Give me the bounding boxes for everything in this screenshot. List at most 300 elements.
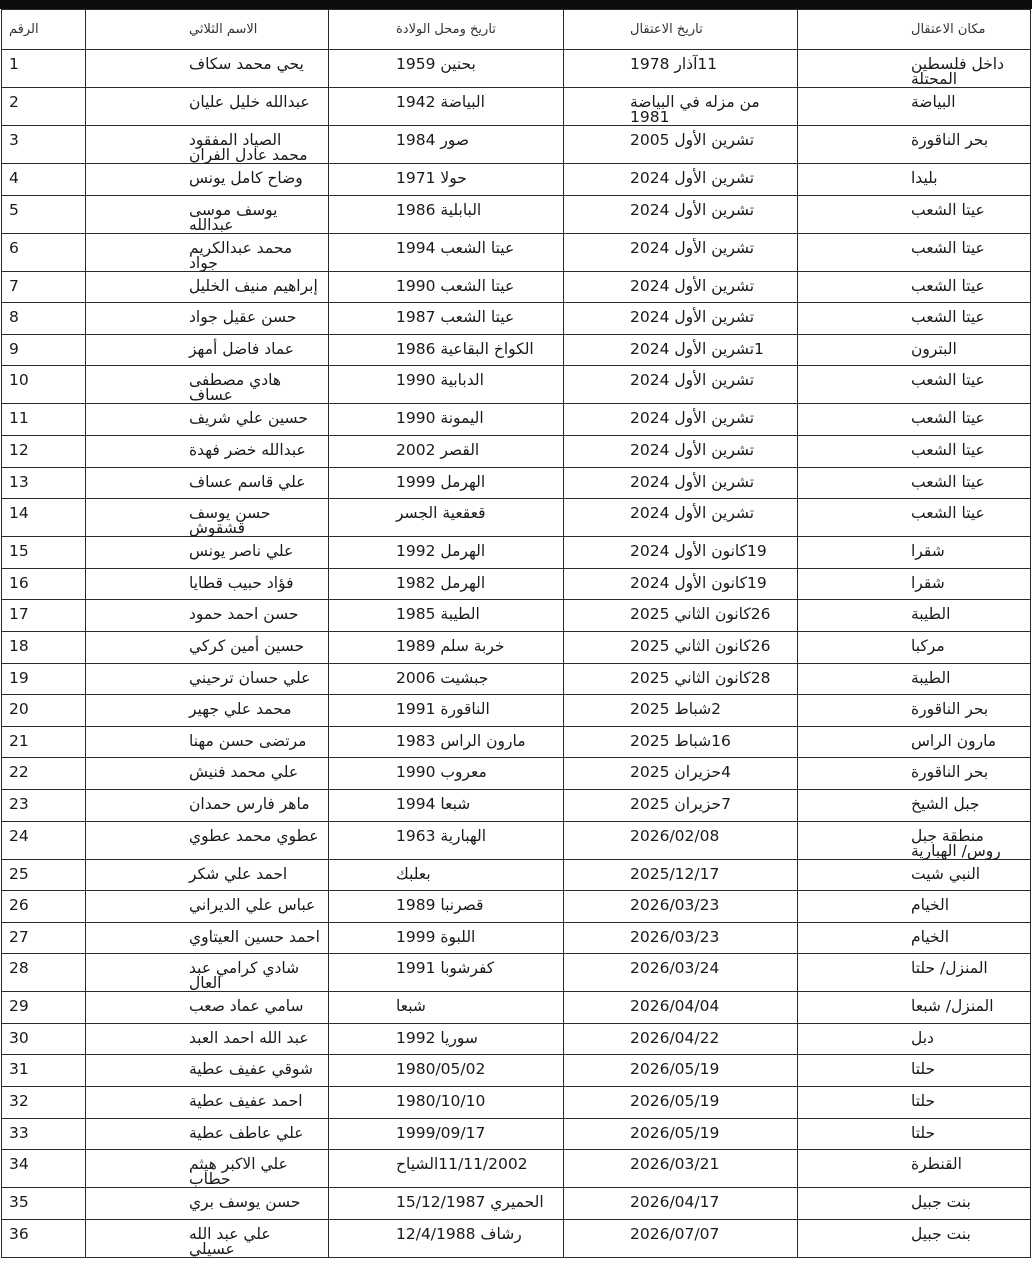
full-name-cell <box>86 859 329 891</box>
arrest-date: 11آذار 1978 <box>630 55 718 73</box>
arrest-date: تشرين الأول 2024 <box>630 440 755 459</box>
full-name: حسن يوسف قشقوش <box>189 504 271 538</box>
birth-date-place: كفرشوبا 1991 <box>396 959 495 978</box>
arrest-date-cell <box>564 695 798 727</box>
full-name-cell <box>86 303 329 335</box>
table-row <box>2 726 1031 758</box>
row-number-cell <box>2 954 86 992</box>
full-name-cell <box>86 537 329 569</box>
arrest-place-cell <box>798 50 1031 88</box>
birth-date-place: قصرنبا 1989 <box>396 896 484 915</box>
arrest-place-cell <box>798 992 1031 1024</box>
arrest-place: عيتا الشعب <box>911 200 985 219</box>
row-number-cell <box>2 1150 86 1188</box>
birth-date-place-cell <box>329 1219 564 1257</box>
row-number: 28 <box>9 959 29 978</box>
row-number-cell <box>2 233 86 271</box>
full-name-cell <box>86 1150 329 1188</box>
full-name: عبدالله خضر فهدة <box>189 440 306 459</box>
full-name-cell <box>86 789 329 821</box>
arrest-place: عيتا الشعب <box>911 409 985 428</box>
arrest-date-cell <box>564 366 798 404</box>
row-number: 1 <box>9 55 19 73</box>
arrest-place-cell <box>798 695 1031 727</box>
birth-date-place-cell <box>329 435 564 467</box>
row-number: 14 <box>9 504 29 523</box>
table-row <box>2 992 1031 1024</box>
arrest-date: 2026/02/08 <box>630 826 720 845</box>
table-row <box>2 271 1031 303</box>
birth-date-place: 1980/10/10 <box>396 1092 486 1111</box>
arrest-place: بنت جبيل <box>911 1224 971 1243</box>
full-name: علي حسان ترحيني <box>189 668 311 687</box>
full-name-cell <box>86 600 329 632</box>
birth-date-place: بعلبك <box>396 864 431 883</box>
birth-date-place: سوريا 1992 <box>396 1028 478 1047</box>
header-birth-date-place: تاريخ ومحل الولادة <box>329 10 564 50</box>
header-full-name: الاسم الثلاثي <box>86 10 329 50</box>
table-row <box>2 126 1031 164</box>
row-number-cell <box>2 435 86 467</box>
arrest-place-cell <box>798 1023 1031 1055</box>
full-name-cell <box>86 954 329 992</box>
full-name: إبراهيم منيف الخليل <box>189 276 318 295</box>
table-row <box>2 1118 1031 1150</box>
birth-date-place-cell <box>329 859 564 891</box>
arrest-date-cell <box>564 1118 798 1150</box>
arrest-place-cell <box>798 366 1031 404</box>
row-number-cell <box>2 366 86 404</box>
arrest-place: عيتا الشعب <box>911 504 985 523</box>
birth-date-place-cell <box>329 1023 564 1055</box>
row-number: 16 <box>9 573 29 592</box>
arrest-date-cell <box>564 303 798 335</box>
birth-date-place: 11/11/2002الشياح <box>396 1155 528 1174</box>
table-row <box>2 631 1031 663</box>
arrest-date: 28كانون الثاني 2025 <box>630 668 771 687</box>
arrest-date-cell <box>564 195 798 233</box>
arrest-place-cell <box>798 233 1031 271</box>
arrest-date: 2026/04/04 <box>630 997 720 1016</box>
birth-date-place: شبعا <box>396 997 426 1016</box>
table-row <box>2 891 1031 923</box>
full-name: محمد علي جهير <box>189 700 292 719</box>
birth-date-place-cell <box>329 366 564 404</box>
row-number: 36 <box>9 1224 29 1243</box>
birth-date-place-cell <box>329 758 564 790</box>
row-number-cell <box>2 789 86 821</box>
birth-date-place: البابلية 1986 <box>396 200 482 219</box>
table-row <box>2 233 1031 271</box>
row-number: 7 <box>9 276 19 295</box>
arrest-date-cell <box>564 568 798 600</box>
row-number-cell <box>2 126 86 164</box>
arrest-place-cell <box>798 334 1031 366</box>
row-number: 34 <box>9 1155 29 1174</box>
row-number: 4 <box>9 169 19 187</box>
arrest-date: تشرين الأول 2024 <box>630 472 755 491</box>
birth-date-place-cell <box>329 404 564 436</box>
birth-date-place-cell <box>329 695 564 727</box>
arrest-place: داخل فلسطين المحتلة <box>911 55 1005 88</box>
arrest-place-cell <box>798 922 1031 954</box>
row-number: 17 <box>9 605 29 624</box>
arrest-date: 2026/03/21 <box>630 1155 720 1174</box>
arrest-place: عيتا الشعب <box>911 308 985 327</box>
row-number: 3 <box>9 131 19 149</box>
arrest-date-cell <box>564 992 798 1024</box>
full-name-cell <box>86 1118 329 1150</box>
header-arrest-place: مكان الاعتقال <box>798 10 1031 50</box>
birth-date-place-cell <box>329 537 564 569</box>
arrest-date: 26كانون الثاني 2025 <box>630 636 771 655</box>
row-number-cell <box>2 891 86 923</box>
arrest-place-cell <box>798 1087 1031 1119</box>
birth-date-place: الكواخ البقاعية 1986 <box>396 339 534 358</box>
birth-date-place: الدبابية 1990 <box>396 371 484 390</box>
arrest-date: 19كانون الأول 2024 <box>630 573 767 592</box>
row-number: 10 <box>9 371 29 390</box>
full-name: حسن يوسف بري <box>189 1193 301 1212</box>
row-number-cell <box>2 1023 86 1055</box>
arrest-place-cell <box>798 663 1031 695</box>
arrest-place-cell <box>798 1188 1031 1220</box>
arrest-place: حلتا <box>911 1092 936 1111</box>
row-number-cell <box>2 1188 86 1220</box>
table-row <box>2 50 1031 88</box>
row-number-cell <box>2 821 86 859</box>
arrest-date: 19كانون الأول 2024 <box>630 542 767 561</box>
row-number: 19 <box>9 668 29 687</box>
birth-date-place-cell <box>329 631 564 663</box>
arrest-date-cell <box>564 821 798 859</box>
birth-date-place: عيتا الشعب 1994 <box>396 238 515 257</box>
table-row <box>2 537 1031 569</box>
table-row <box>2 954 1031 992</box>
birth-date-place-cell <box>329 499 564 537</box>
arrest-date-cell <box>564 126 798 164</box>
row-number-cell <box>2 992 86 1024</box>
arrest-place-cell <box>798 821 1031 859</box>
arrest-place-cell <box>798 891 1031 923</box>
birth-date-place: عيتا الشعب 1990 <box>396 276 515 295</box>
arrest-date-cell <box>564 50 798 88</box>
arrest-place-cell <box>798 435 1031 467</box>
birth-date-place-cell <box>329 1087 564 1119</box>
arrest-place: الخيام <box>911 927 950 946</box>
full-name-cell <box>86 366 329 404</box>
arrest-place-cell <box>798 1118 1031 1150</box>
arrest-date: تشرين الأول 2024 <box>630 276 755 295</box>
row-number-cell <box>2 334 86 366</box>
table-row <box>2 1219 1031 1257</box>
arrest-place: الطيبة <box>911 605 951 624</box>
arrest-place-cell <box>798 631 1031 663</box>
birth-date-place: القصر 2002 <box>396 440 480 459</box>
birth-date-place: معروب 1990 <box>396 763 487 782</box>
arrest-date: 2026/03/23 <box>630 896 720 915</box>
row-number-cell <box>2 1219 86 1257</box>
full-name: عباس علي الديراني <box>189 896 316 915</box>
birth-date-place: الهرمل 1982 <box>396 573 486 592</box>
table-row <box>2 88 1031 126</box>
arrest-date: 26كانون الثاني 2025 <box>630 605 771 624</box>
row-number: 12 <box>9 440 29 459</box>
table-row <box>2 1188 1031 1220</box>
birth-date-place: مارون الراس 1983 <box>396 731 526 750</box>
arrest-date: تشرين الأول 2005 <box>630 131 755 149</box>
table-row <box>2 1055 1031 1087</box>
full-name-cell <box>86 992 329 1024</box>
full-name: علي محمد فنيش <box>189 763 299 782</box>
row-number: 33 <box>9 1123 29 1142</box>
full-name: الصياد المفقود محمد عادل الفران <box>189 131 308 164</box>
arrest-date: 16شباط 2025 <box>630 731 731 750</box>
arrest-place: عيتا الشعب <box>911 440 985 459</box>
arrest-place-cell <box>798 600 1031 632</box>
full-name: حسن احمد حمود <box>189 605 299 624</box>
row-number-cell <box>2 922 86 954</box>
arrest-date: 2026/05/19 <box>630 1060 720 1079</box>
arrest-place-cell <box>798 1150 1031 1188</box>
table-row <box>2 1150 1031 1188</box>
full-name: علي عاطف عطية <box>189 1123 304 1142</box>
arrest-place: حلتا <box>911 1060 936 1079</box>
arrest-place-cell <box>798 404 1031 436</box>
row-number: 6 <box>9 238 19 257</box>
full-name-cell <box>86 435 329 467</box>
row-number-cell <box>2 1118 86 1150</box>
arrest-date: 2026/04/17 <box>630 1193 720 1212</box>
arrest-place-cell <box>798 568 1031 600</box>
table-row <box>2 1023 1031 1055</box>
full-name: حسن عقيل جواد <box>189 308 297 327</box>
arrest-place: بحر الناقورة <box>911 763 989 782</box>
arrest-place: بحر الناقورة <box>911 131 989 149</box>
row-number: 30 <box>9 1028 29 1047</box>
arrest-place-cell <box>798 537 1031 569</box>
arrest-place-cell <box>798 758 1031 790</box>
arrest-place: الخيام <box>911 896 950 915</box>
arrest-place-cell <box>798 271 1031 303</box>
full-name-cell <box>86 499 329 537</box>
birth-date-place-cell <box>329 726 564 758</box>
table-body <box>2 10 1031 1258</box>
row-number: 23 <box>9 794 29 813</box>
row-number: 9 <box>9 339 19 358</box>
row-number: 18 <box>9 636 29 655</box>
table-row <box>2 859 1031 891</box>
full-name: علي الاكبر هيثم حطاب <box>189 1155 288 1189</box>
arrest-place: عيتا الشعب <box>911 371 985 390</box>
arrest-date-cell <box>564 404 798 436</box>
birth-date-place-cell <box>329 789 564 821</box>
birth-date-place: خربة سلم 1989 <box>396 636 505 655</box>
arrest-date-cell <box>564 1055 798 1087</box>
birth-date-place-cell <box>329 334 564 366</box>
full-name: احمد عفيف عطية <box>189 1092 303 1111</box>
arrest-date-cell <box>564 499 798 537</box>
arrest-date: تشرين الأول 2024 <box>630 169 755 187</box>
arrest-date-cell <box>564 1087 798 1119</box>
arrest-date-cell <box>564 1150 798 1188</box>
row-number: 35 <box>9 1193 29 1212</box>
arrest-place: جبل الشيخ <box>911 794 980 813</box>
birth-date-place-cell <box>329 164 564 196</box>
full-name-cell <box>86 126 329 164</box>
birth-date-place-cell <box>329 568 564 600</box>
birth-date-place: الحميري 15/12/1987 <box>396 1193 544 1212</box>
detainees-table <box>1 9 1031 1258</box>
row-number-cell <box>2 537 86 569</box>
full-name: علي ناصر يونس <box>189 542 294 561</box>
birth-date-place: البياضة 1942 <box>396 93 485 111</box>
top-black-bar <box>0 0 1032 9</box>
full-name-cell <box>86 50 329 88</box>
arrest-place: مارون الراس <box>911 731 997 750</box>
full-name-cell <box>86 758 329 790</box>
full-name-cell <box>86 1055 329 1087</box>
arrest-place: مركبا <box>911 636 945 655</box>
arrest-date: 2026/05/19 <box>630 1123 720 1142</box>
birth-date-place-cell <box>329 303 564 335</box>
arrest-place: البياضة <box>911 93 956 111</box>
arrest-place: بليدا <box>911 169 938 187</box>
table-row <box>2 663 1031 695</box>
birth-date-place-cell <box>329 50 564 88</box>
arrest-date: 2026/03/24 <box>630 959 720 978</box>
birth-date-place-cell <box>329 126 564 164</box>
full-name: يوسف موسى عبدالله <box>189 200 278 234</box>
arrest-place: القنطرة <box>911 1155 962 1174</box>
table-row <box>2 366 1031 404</box>
row-number-cell <box>2 50 86 88</box>
full-name-cell <box>86 1219 329 1257</box>
table-row <box>2 435 1031 467</box>
arrest-place: حلتا <box>911 1123 936 1142</box>
row-number-cell <box>2 1055 86 1087</box>
birth-date-place-cell <box>329 891 564 923</box>
table-row <box>2 922 1031 954</box>
arrest-place-cell <box>798 499 1031 537</box>
arrest-place: شقرا <box>911 573 945 592</box>
full-name-cell <box>86 1188 329 1220</box>
birth-date-place-cell <box>329 1055 564 1087</box>
row-number: 31 <box>9 1060 29 1079</box>
row-number: 22 <box>9 763 29 782</box>
full-name: احمد علي شكر <box>189 864 288 883</box>
row-number-cell <box>2 568 86 600</box>
arrest-date: تشرين الأول 2024 <box>630 238 755 257</box>
full-name-cell <box>86 88 329 126</box>
full-name-cell <box>86 404 329 436</box>
full-name-cell <box>86 467 329 499</box>
header-row <box>2 10 1031 50</box>
full-name: هادي مصطفى عساف <box>189 371 282 405</box>
birth-date-place-cell <box>329 195 564 233</box>
table-row <box>2 695 1031 727</box>
birth-date-place: قعقعية الجسر <box>396 504 486 523</box>
arrest-place: الطيبة <box>911 668 951 687</box>
full-name: وضاح كامل يونس <box>189 169 303 187</box>
birth-date-place-cell <box>329 1150 564 1188</box>
row-number-cell <box>2 303 86 335</box>
table-row <box>2 821 1031 859</box>
arrest-place: بنت جبيل <box>911 1193 971 1212</box>
row-number-cell <box>2 600 86 632</box>
full-name-cell <box>86 164 329 196</box>
row-number-cell <box>2 726 86 758</box>
row-number: 15 <box>9 542 29 561</box>
arrest-place: البترون <box>911 339 957 358</box>
row-number: 27 <box>9 927 29 946</box>
table-row <box>2 303 1031 335</box>
arrest-place: المنزل/ شبعا <box>911 997 994 1016</box>
full-name-cell <box>86 695 329 727</box>
arrest-date: تشرين الأول 2024 <box>630 504 755 523</box>
arrest-date: من مزله في البياضة 1981 <box>630 93 760 126</box>
arrest-date: تشرين الأول 2024 <box>630 200 755 219</box>
full-name: يحي محمد سكاف <box>189 55 304 73</box>
table-row <box>2 164 1031 196</box>
row-number: 26 <box>9 896 29 915</box>
arrest-place: النبي شيت <box>911 864 981 883</box>
full-name: محمد عبدالكريم جواد <box>189 238 293 272</box>
table-row <box>2 334 1031 366</box>
arrest-date-cell <box>564 334 798 366</box>
full-name-cell <box>86 891 329 923</box>
table-row <box>2 499 1031 537</box>
arrest-date-cell <box>564 789 798 821</box>
full-name: علي عبد الله عسيلي <box>189 1224 271 1258</box>
full-name-cell <box>86 568 329 600</box>
birth-date-place: 1999/09/17 <box>396 1123 486 1142</box>
row-number: 29 <box>9 997 29 1016</box>
row-number: 32 <box>9 1092 29 1111</box>
arrest-date: 2026/05/19 <box>630 1092 720 1111</box>
birth-date-place-cell <box>329 467 564 499</box>
birth-date-place: اليمونة 1990 <box>396 409 484 428</box>
table-row <box>2 758 1031 790</box>
arrest-date: 7حزيران 2025 <box>630 794 731 813</box>
full-name-cell <box>86 233 329 271</box>
table-row <box>2 1087 1031 1119</box>
arrest-date: 2026/07/07 <box>630 1224 720 1243</box>
arrest-place-cell <box>798 164 1031 196</box>
arrest-date: 2026/04/22 <box>630 1028 720 1047</box>
row-number-cell <box>2 404 86 436</box>
full-name-cell <box>86 195 329 233</box>
full-name-cell <box>86 663 329 695</box>
arrest-date: 1تشرين الأول 2024 <box>630 339 764 358</box>
row-number-cell <box>2 195 86 233</box>
full-name: عبد الله احمد العبد <box>189 1028 309 1047</box>
arrest-date: 2شباط 2025 <box>630 700 721 719</box>
row-number-cell <box>2 758 86 790</box>
row-number-cell <box>2 467 86 499</box>
birth-date-place: بحنين 1959 <box>396 55 476 73</box>
row-number-cell <box>2 1087 86 1119</box>
arrest-date-cell <box>564 859 798 891</box>
arrest-place-cell <box>798 1219 1031 1257</box>
arrest-place-cell <box>798 954 1031 992</box>
table-row <box>2 195 1031 233</box>
birth-date-place: الهرمل 1999 <box>396 472 486 491</box>
row-number: 24 <box>9 826 29 845</box>
arrest-date-cell <box>564 663 798 695</box>
header-number: الرقم <box>2 10 86 50</box>
arrest-place: المنزل/ حلتا <box>911 959 988 978</box>
